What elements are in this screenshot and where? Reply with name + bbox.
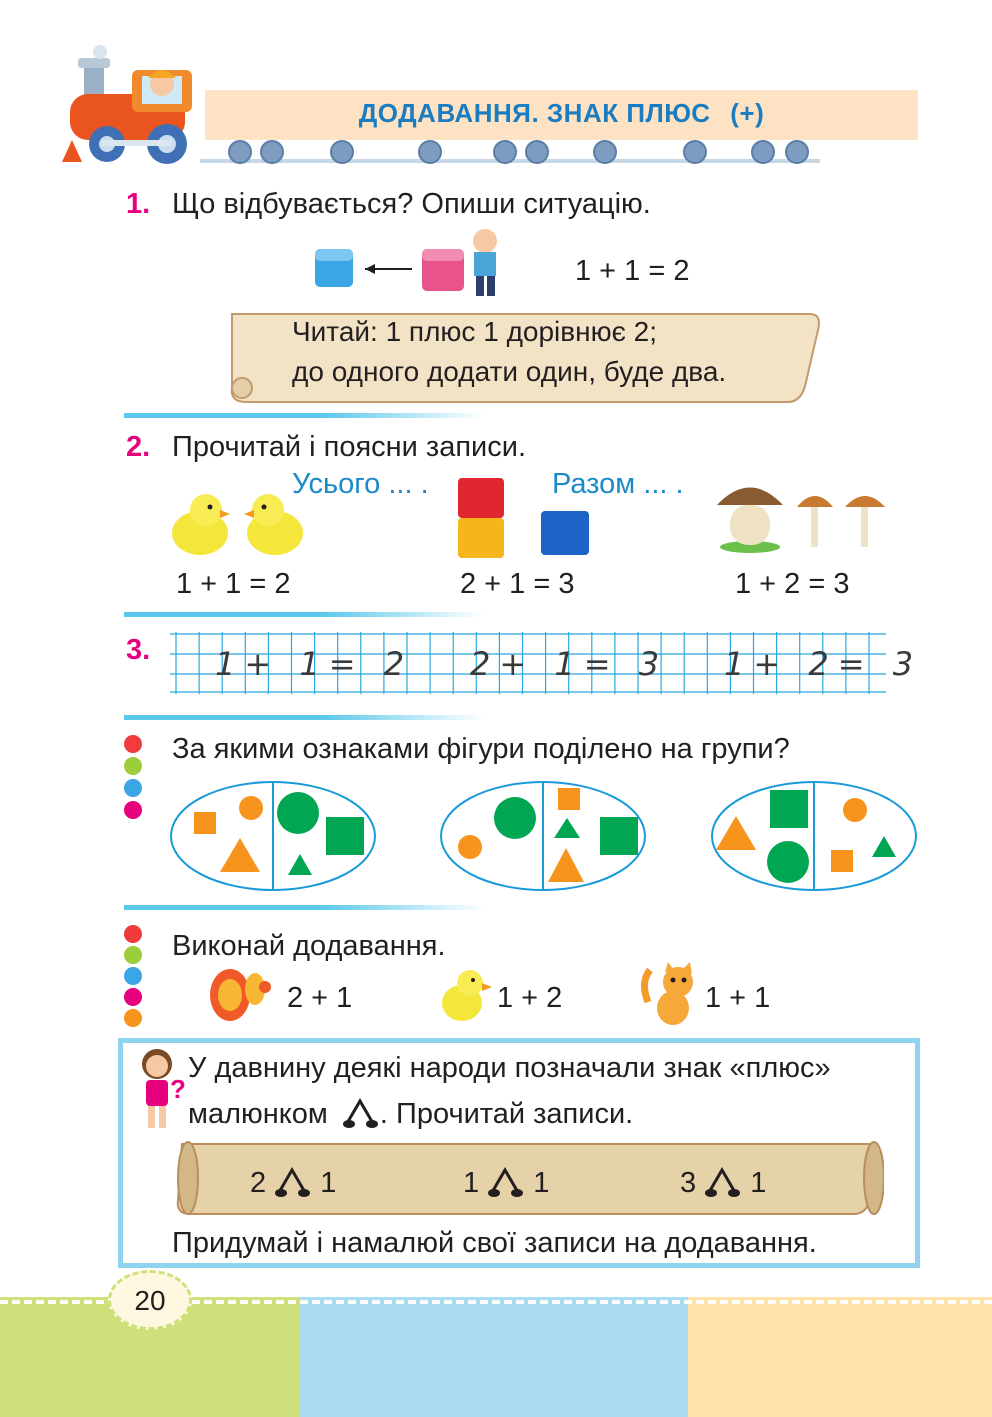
title-plus: (+) — [730, 98, 765, 128]
bullet-dots — [124, 735, 142, 819]
record-1-b: 1 — [320, 1167, 337, 1199]
task1-equation: 1 + 1 = 2 — [575, 255, 690, 287]
task3-eq3: 1+ 2= 3 — [724, 645, 923, 683]
chick-illustration — [440, 965, 495, 1025]
ancient-plus-icon — [342, 1097, 380, 1129]
task5-ex2: 1 + 2 — [497, 982, 563, 1014]
rail-wheels — [200, 137, 820, 172]
task5-prompt: Виконай додавання. — [172, 930, 446, 962]
separator — [124, 905, 484, 910]
title-text: ДОДАВАННЯ. ЗНАК ПЛЮС — [358, 98, 711, 128]
task2-eq3: 1 + 2 = 3 — [735, 568, 850, 600]
record-1-a: 2 — [250, 1167, 267, 1199]
chicks-illustration — [170, 488, 310, 563]
label-total: Усього ... . — [292, 468, 429, 500]
task5-ex3: 1 + 1 — [705, 982, 771, 1014]
task6-footer: Придумай і намалюй свої записи на додавання. — [172, 1227, 817, 1259]
read-line-1: Читай: 1 плюс 1 дорівнює 2; — [292, 316, 658, 347]
task2-prompt: Прочитай і поясни записи. — [172, 431, 527, 463]
record-3-a: 3 — [680, 1167, 697, 1199]
ancient-record-2 — [463, 1166, 549, 1200]
page-number: 20 — [134, 1285, 166, 1316]
task6-line2-end: . Прочитай записи. — [379, 1098, 634, 1130]
read-line-2: до одного додати один, буде два. — [292, 356, 727, 387]
cubes-stack-illustration — [455, 475, 595, 560]
bottom-band-blue — [300, 1297, 688, 1417]
task3-eq1: 1+ 1= 2 — [215, 645, 414, 683]
task2-number: 2. — [126, 431, 151, 463]
task1-prompt: Що відбувається? Опиши ситуацію. — [172, 188, 651, 220]
task6-line2-start: малюнком — [188, 1098, 328, 1130]
task2-eq1: 1 + 1 = 2 — [176, 568, 291, 600]
task6-line2 — [188, 1097, 633, 1131]
task6-line1: У давнину деякі народи позначали знак «плюс» — [188, 1052, 831, 1084]
task4-prompt: За якими ознаками фігури поділено на групи? — [172, 733, 790, 765]
page-title — [205, 98, 918, 129]
bottom-band-yellow — [688, 1297, 992, 1417]
mushrooms-illustration — [715, 475, 890, 555]
separator — [124, 612, 484, 617]
train-illustration — [62, 44, 212, 169]
shape-groups — [168, 780, 920, 895]
ancient-plus-icon — [487, 1166, 525, 1198]
cube-boy-illustration — [310, 225, 510, 300]
ancient-plus-icon — [274, 1166, 312, 1198]
girl-illustration — [132, 1046, 187, 1136]
separator — [124, 715, 484, 720]
ancient-record-3 — [680, 1166, 766, 1200]
separator — [124, 413, 484, 418]
ancient-plus-icon — [704, 1166, 742, 1198]
label-together: Разом ... . — [552, 468, 684, 500]
task5-ex1: 2 + 1 — [287, 982, 353, 1014]
bullet-dots — [124, 925, 142, 1027]
svg-text:?: ? — [170, 1074, 186, 1104]
task3-eq2: 2+ 1= 3 — [470, 645, 669, 683]
task2-eq2: 2 + 1 = 3 — [460, 568, 575, 600]
record-2-b: 1 — [533, 1167, 550, 1199]
task3-number: 3. — [126, 634, 151, 666]
record-2-a: 1 — [463, 1167, 480, 1199]
butterfly-illustration — [205, 965, 280, 1025]
task1-number: 1. — [126, 188, 151, 220]
ancient-record-1 — [250, 1166, 336, 1200]
record-3-b: 1 — [750, 1167, 767, 1199]
cat-illustration — [640, 962, 702, 1027]
